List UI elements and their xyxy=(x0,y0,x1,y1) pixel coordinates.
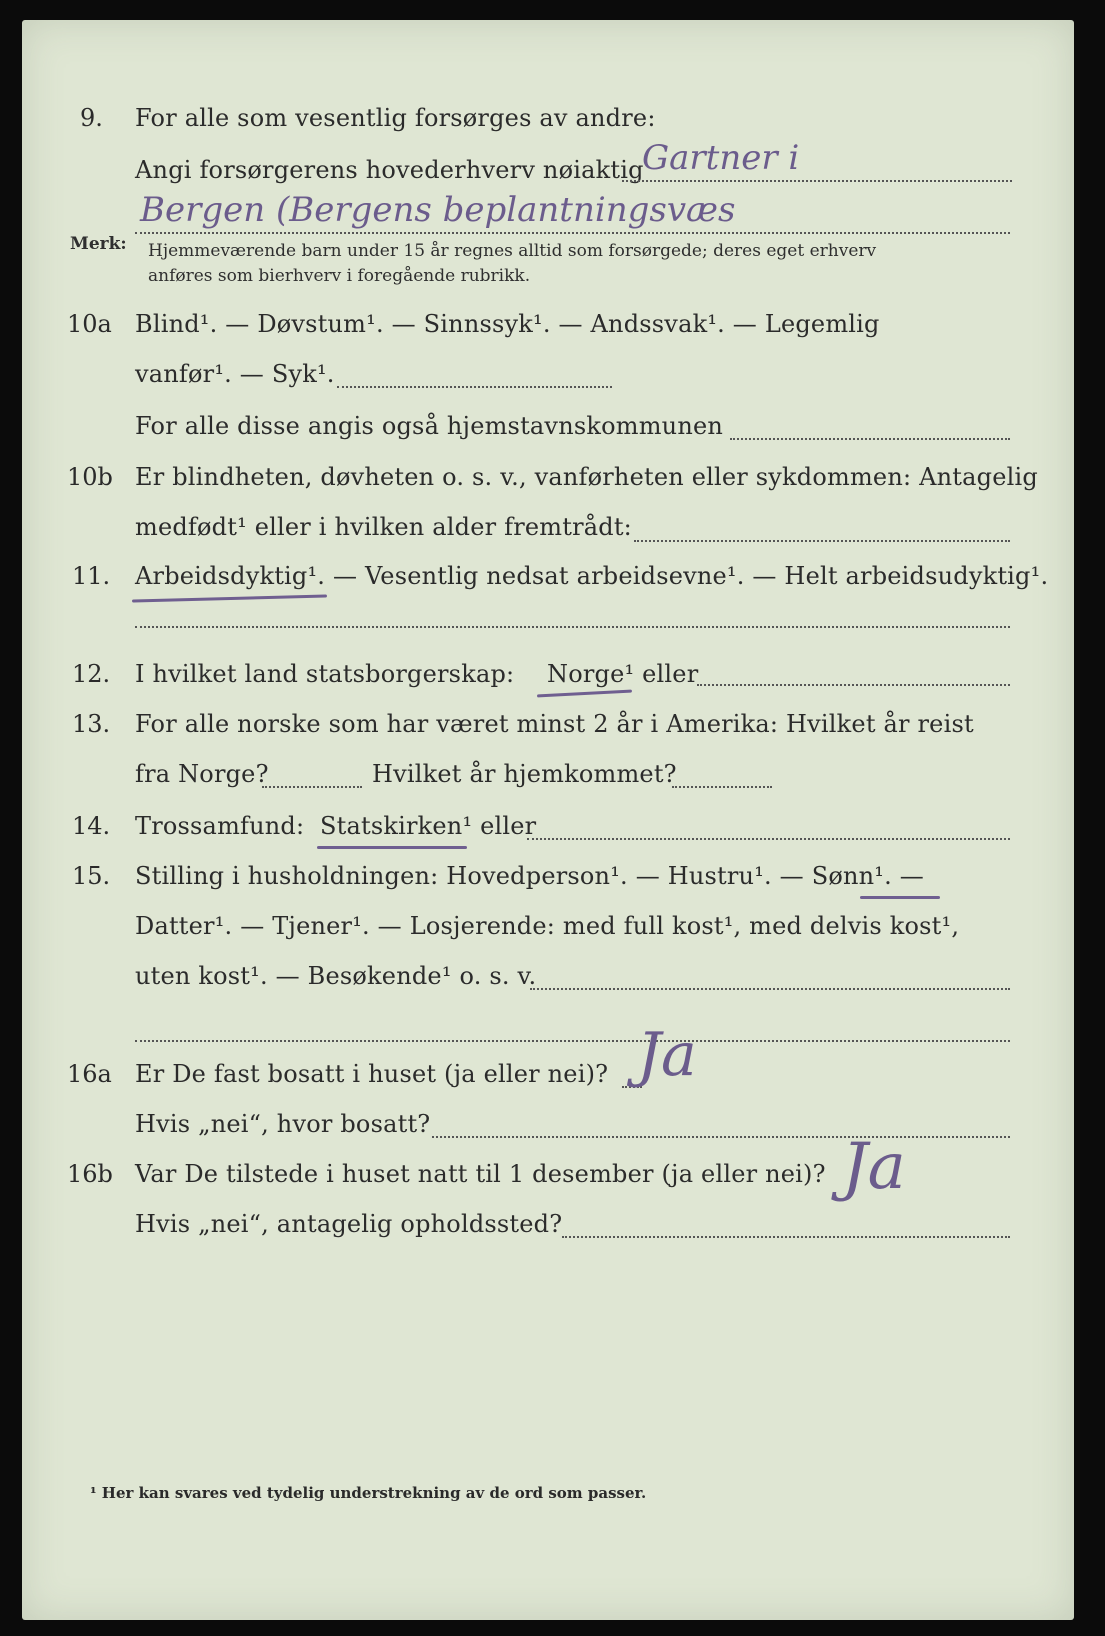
q16a-dotted-line-2 xyxy=(432,1136,1010,1138)
q9-line1: For alle som vesentlig forsørges av andre: xyxy=(135,104,656,132)
q14-line1b: Statskirken¹ eller xyxy=(320,812,537,840)
q16b-line2: Hvis „nei“, antagelig opholdssted? xyxy=(135,1210,563,1238)
q13-dotted-line-2 xyxy=(672,786,772,788)
merk-line2: anføres som bierhverv i foregående rubrikk. xyxy=(148,266,531,286)
census-form-page xyxy=(22,20,1074,1620)
q16b-handwriting: Ja xyxy=(842,1130,906,1204)
q11-underline-mark xyxy=(132,594,327,602)
q10b-dotted-line xyxy=(634,540,1010,542)
q16a-line2: Hvis „nei“, hvor bosatt? xyxy=(135,1110,431,1138)
q9-handwriting-2: Bergen (Bergens beplantningsvæs xyxy=(140,190,736,230)
q15-number: 15. xyxy=(72,862,111,890)
q10b-line1: Er blindheten, døvheten o. s. v., vanførheten eller sykdommen: Antagelig xyxy=(135,463,1038,491)
q10a-line3: For alle disse angis også hjemstavnskommunen xyxy=(135,412,724,440)
q15-dotted-line xyxy=(530,988,1010,990)
q14-line1: Trossamfund: xyxy=(135,812,305,840)
q9-line2: Angi forsørgerens hovederhverv nøiaktig xyxy=(135,156,644,184)
merk-label: Merk: xyxy=(70,234,127,254)
q9-handwriting-1: Gartner i xyxy=(642,138,800,178)
q11-line1: Arbeidsdyktig¹. — Vesentlig nedsat arbeidsevne¹. — Helt arbeidsudyktig¹. xyxy=(135,562,1049,590)
q16a-number: 16a xyxy=(67,1060,112,1088)
q10a-line1: Blind¹. — Døvstum¹. — Sinnssyk¹. — Andssvak¹. — Legemlig xyxy=(135,310,880,338)
q11-number: 11. xyxy=(72,562,111,590)
merk-line1: Hjemmeværende barn under 15 år regnes alltid som forsørgede; deres eget erhverv xyxy=(148,241,877,261)
footnote: ¹ Her kan svares ved tydelig understrekning av de ord som passer. xyxy=(90,1484,647,1502)
q14-dotted-line xyxy=(527,838,1010,840)
q13-number: 13. xyxy=(72,710,111,738)
q10a-number: 10a xyxy=(67,310,112,338)
q15-underline-mark xyxy=(860,896,940,899)
q10a-dotted-line xyxy=(337,386,612,388)
q12-line1b: Norge¹ eller xyxy=(547,660,699,688)
q12-number: 12. xyxy=(72,660,111,688)
q13-line2b: Hvilket år hjemkommet? xyxy=(372,760,677,788)
q15-line1: Stilling i husholdningen: Hovedperson¹. — Hustru¹. — Sønn¹. — xyxy=(135,862,924,890)
q14-number: 14. xyxy=(72,812,111,840)
q10b-number: 10b xyxy=(67,463,113,491)
q16b-dotted-line xyxy=(562,1236,1010,1238)
q11-dotted-line xyxy=(135,626,1010,628)
q16a-line1: Er De fast bosatt i huset (ja eller nei)? xyxy=(135,1060,609,1088)
q9-number: 9. xyxy=(80,104,103,132)
q16b-number: 16b xyxy=(67,1160,113,1188)
q15-dotted-line-2 xyxy=(135,1040,1010,1042)
q13-dotted-line xyxy=(262,786,362,788)
q15-line3: uten kost¹. — Besøkende¹ o. s. v. xyxy=(135,962,537,990)
q9-dotted-line-2 xyxy=(135,232,1010,234)
q12-line1: I hvilket land statsborgerskap: xyxy=(135,660,515,688)
q14-underline-mark xyxy=(317,846,467,849)
q16b-line1: Var De tilstede i huset natt til 1 desember (ja eller nei)? xyxy=(135,1160,826,1188)
q13-line2a: fra Norge? xyxy=(135,760,269,788)
q15-line2: Datter¹. — Tjener¹. — Losjerende: med full kost¹, med delvis kost¹, xyxy=(135,912,960,940)
q10a-line2: vanfør¹. — Syk¹. xyxy=(135,360,335,388)
q13-line1: For alle norske som har været minst 2 år i Amerika: Hvilket år reist xyxy=(135,710,974,738)
q16a-handwriting: Ja xyxy=(637,1020,697,1090)
q9-dotted-line xyxy=(622,180,1012,182)
q12-dotted-line xyxy=(697,684,1010,686)
q12-underline-mark xyxy=(537,690,632,698)
q10b-line2: medfødt¹ eller i hvilken alder fremtrådt: xyxy=(135,513,632,541)
q10a-dotted-line-2 xyxy=(730,438,1010,440)
